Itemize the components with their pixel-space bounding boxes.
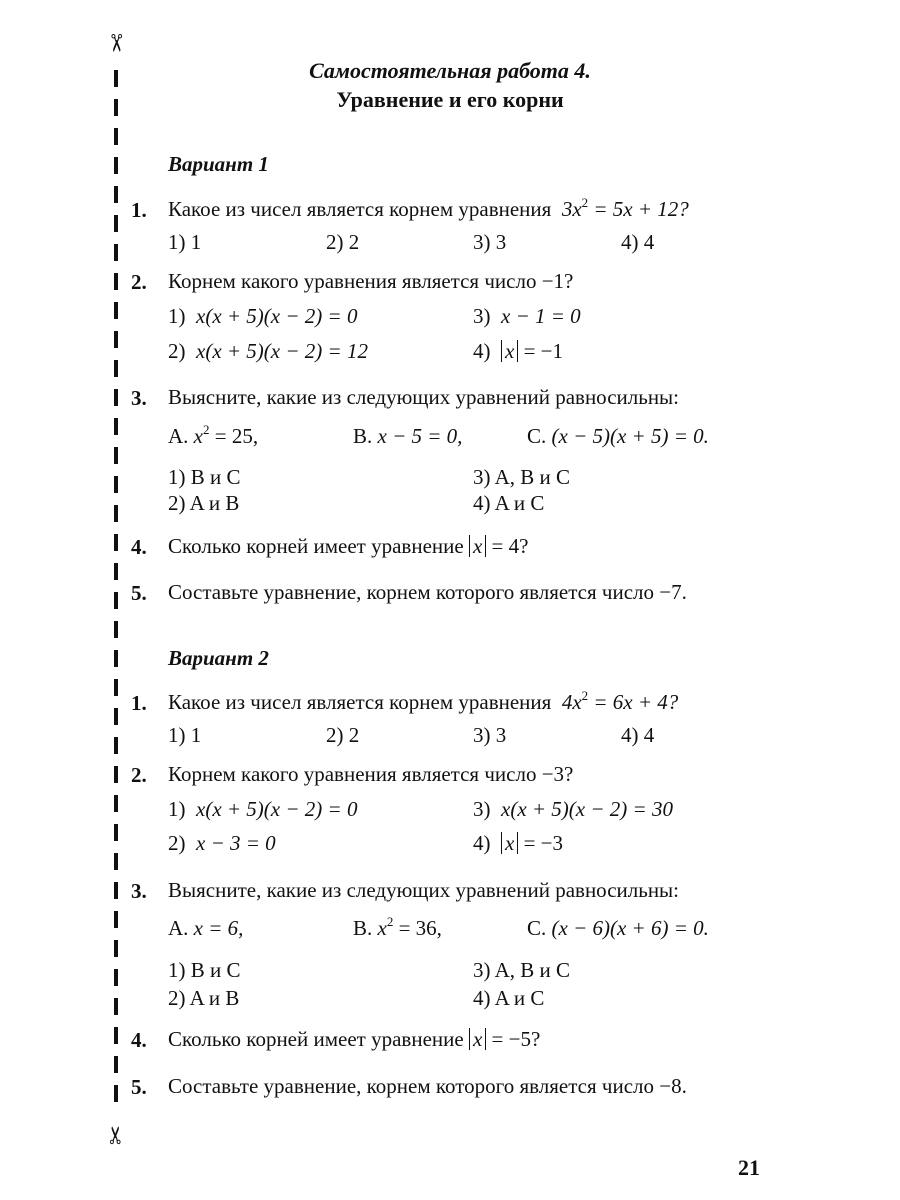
equation-c: C. (x − 6)(x + 6) = 0. <box>527 916 709 940</box>
answer-option: 1) 1 <box>168 230 202 254</box>
question-number: 3. <box>131 386 147 410</box>
equation-a: A. $x^2 = 25$, <box>168 422 259 448</box>
question-number: 2. <box>131 270 147 294</box>
question-number: 5. <box>131 1075 147 1099</box>
answer-option: 2) 2 <box>326 230 360 254</box>
question-text: Корнем какого уравнения является число −3? <box>168 762 574 786</box>
answer-option: 4) x = −3 <box>473 831 564 855</box>
variant-1-heading: Вариант 1 <box>168 152 269 176</box>
answer-option: 1) B и C <box>168 958 241 982</box>
answer-option: 4) A и C <box>473 491 545 515</box>
question-text: Сколько корней имеет уравнение x = −5? <box>168 1027 541 1051</box>
answer-option: 3) A, B и C <box>473 465 571 489</box>
question-text: Какое из чисел является корнем уравнения $4x^2 = 6x + 4$? <box>168 688 679 714</box>
answer-option: 4) x = −1 <box>473 339 564 363</box>
question-number: 4. <box>131 1028 147 1052</box>
equation-a: A. x = 6, <box>168 916 244 940</box>
equation-b: B. $x^2 = 36$, <box>353 914 442 940</box>
scissors-icon: ✂ <box>102 32 130 54</box>
answer-option: 4) 4 <box>621 230 655 254</box>
question-number: 3. <box>131 879 147 903</box>
question-text: Сколько корней имеет уравнение x = 4? <box>168 534 529 558</box>
answer-option: 2) A и B <box>168 491 240 515</box>
scissors-icon: ✂ <box>102 1124 130 1146</box>
question-number: 4. <box>131 535 147 559</box>
answer-option: 3) x − 1 = 0 <box>473 304 581 328</box>
question-text: Выясните, какие из следующих уравнений равносильны: <box>168 878 680 902</box>
answer-option: 3) 3 <box>473 230 507 254</box>
page-number: 21 <box>738 1155 760 1180</box>
variant-2-heading: Вариант 2 <box>168 646 269 670</box>
answer-option: 1) x(x + 5)(x − 2) = 0 <box>168 797 358 821</box>
answer-option: 2) A и B <box>168 986 240 1010</box>
question-number: 2. <box>131 763 147 787</box>
question-number: 5. <box>131 581 147 605</box>
worksheet-title: Самостоятельная работа 4. <box>309 58 591 83</box>
answer-option: 4) A и C <box>473 986 545 1010</box>
equation-b: B. x − 5 = 0, <box>353 424 463 448</box>
question-text: Корнем какого уравнения является число −1? <box>168 269 574 293</box>
question-number: 1. <box>131 198 147 222</box>
question-number: 1. <box>131 691 147 715</box>
question-text: Составьте уравнение, корнем которого является число −8. <box>168 1074 687 1098</box>
equation-c: C. (x − 5)(x + 5) = 0. <box>527 424 709 448</box>
answer-option: 1) 1 <box>168 723 202 747</box>
answer-option: 2) 2 <box>326 723 360 747</box>
answer-option: 1) x(x + 5)(x − 2) = 0 <box>168 304 358 328</box>
answer-option: 3) x(x + 5)(x − 2) = 30 <box>473 797 673 821</box>
question-text: Составьте уравнение, корнем которого является число −7. <box>168 580 687 604</box>
answer-option: 1) B и C <box>168 465 241 489</box>
answer-option: 4) 4 <box>621 723 655 747</box>
question-text: Какое из чисел является корнем уравнения $3x^2 = 5x + 12$? <box>168 195 689 221</box>
answer-option: 2) x(x + 5)(x − 2) = 12 <box>168 339 368 363</box>
worksheet-subtitle: Уравнение и его корни <box>336 87 564 112</box>
answer-option: 3) 3 <box>473 723 507 747</box>
answer-option: 2) x − 3 = 0 <box>168 831 276 855</box>
answer-option: 3) A, B и C <box>473 958 571 982</box>
question-text: Выясните, какие из следующих уравнений равносильны: <box>168 385 680 409</box>
